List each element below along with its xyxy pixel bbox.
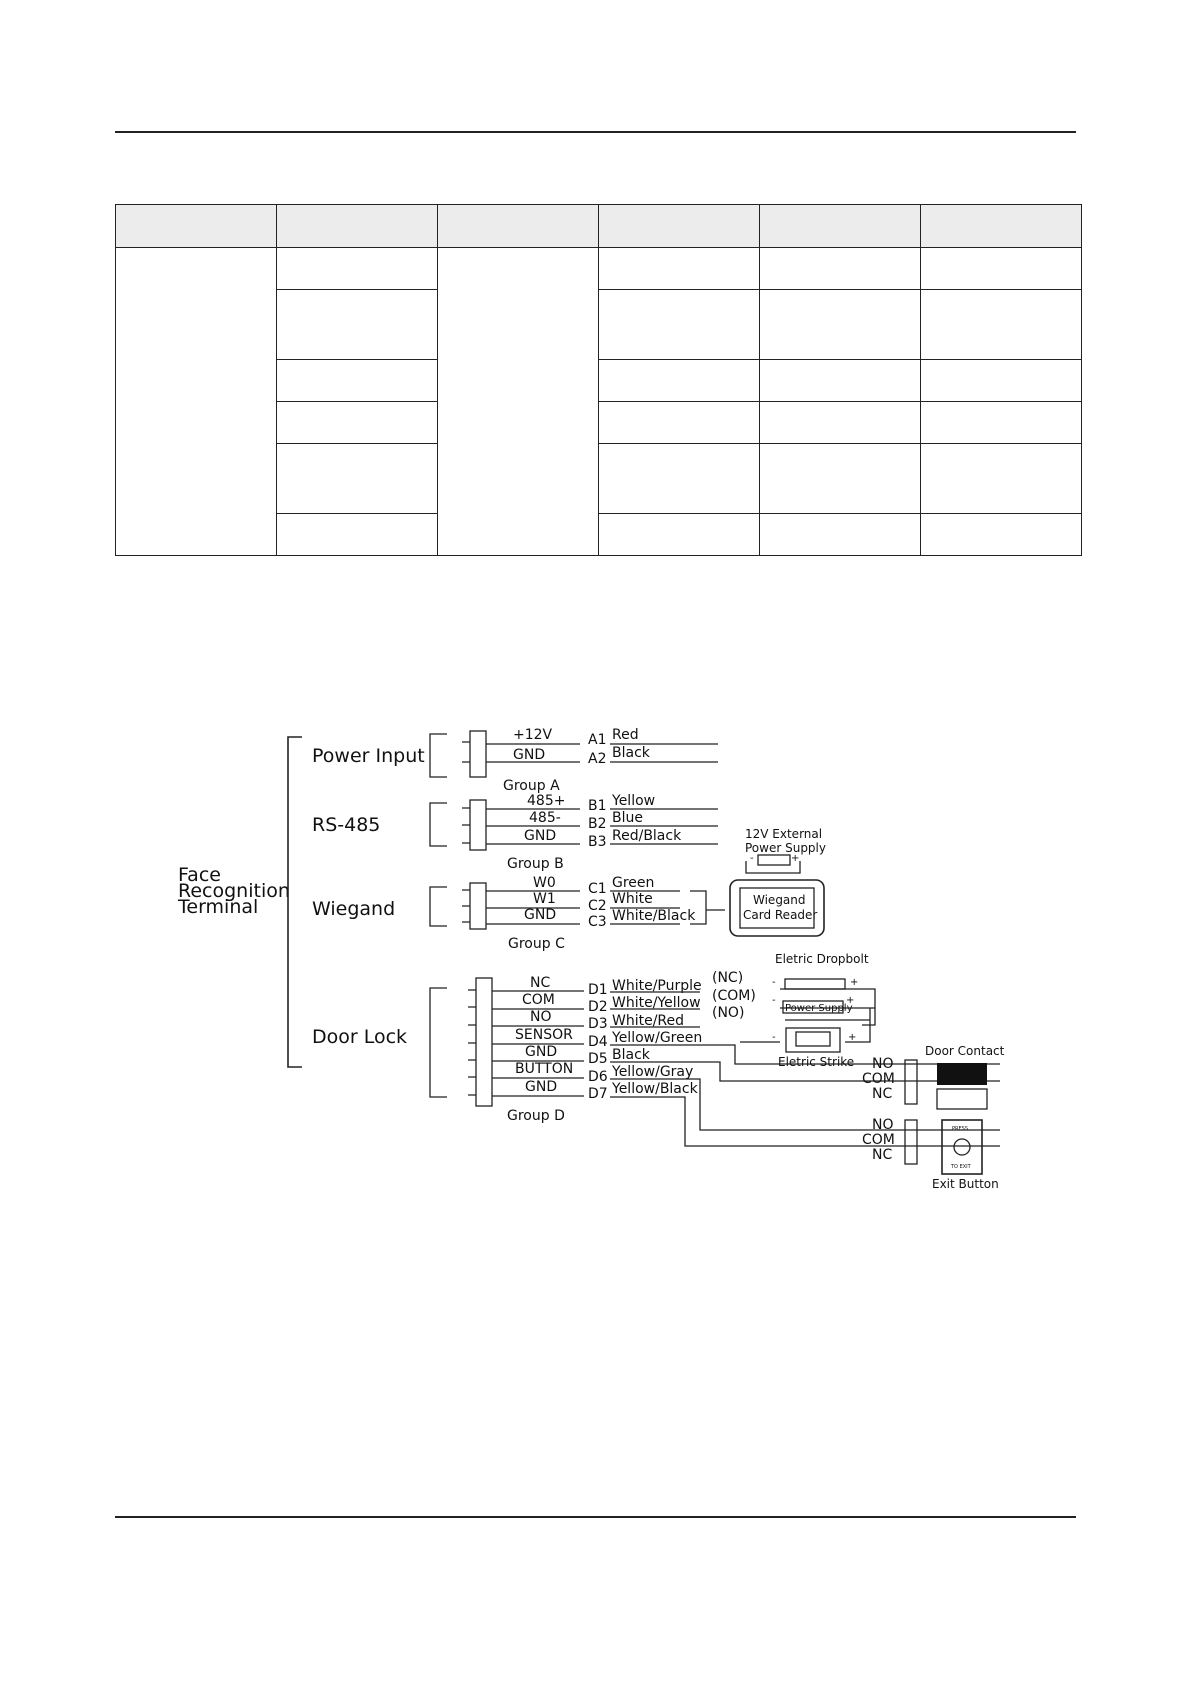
relay-pin-label: NO: [872, 1056, 894, 1072]
wire-code: D6: [588, 1069, 608, 1085]
exit-button-label: Exit Button: [932, 1177, 999, 1191]
table-cell: [277, 444, 438, 514]
group-bracket: [430, 803, 447, 846]
table-cell: [599, 514, 760, 556]
wire-code: B1: [588, 798, 607, 814]
wire-color: Black: [612, 1047, 650, 1063]
main-bracket: [288, 737, 302, 1067]
minus-sign: -: [772, 995, 776, 1006]
group-bracket: [430, 988, 447, 1097]
table-row: [116, 248, 1082, 290]
exit-button-face-text: PRESS: [952, 1126, 968, 1132]
table-header-row: [116, 205, 1082, 248]
wire-color: White/Purple: [612, 978, 702, 994]
plus-sign: +: [846, 995, 855, 1006]
table-header-cell: [599, 205, 760, 248]
reader-label: Wiegand: [753, 893, 806, 907]
wiring-diagram: [0, 700, 1181, 1220]
table-cell: [760, 402, 921, 444]
ext-power-box: [758, 855, 790, 865]
group-label: Group D: [507, 1108, 565, 1124]
strike-plate: [796, 1032, 830, 1046]
header-rule: [115, 131, 1076, 133]
wire-color: White: [612, 891, 653, 907]
table-cell: [760, 360, 921, 402]
wiegand-card-reader: [730, 880, 824, 936]
wire-code: D5: [588, 1051, 608, 1067]
pin-label: NO: [530, 1009, 552, 1025]
connector-block: [470, 731, 486, 777]
lock-tag-com: (COM): [712, 988, 756, 1004]
group-a: [430, 727, 718, 794]
spec-table: [115, 204, 1082, 556]
group-label: Group C: [508, 936, 565, 952]
group-bracket: [430, 734, 447, 777]
wire-color: Yellow: [612, 793, 656, 809]
terminal-label-line: Terminal: [178, 896, 259, 918]
wire-color: Yellow/Green: [612, 1030, 703, 1046]
table-cell: [599, 402, 760, 444]
interface-label-power: Power Input: [312, 745, 425, 767]
table-cell: [277, 360, 438, 402]
plus-sign: +: [848, 1032, 857, 1043]
table-header-cell: [760, 205, 921, 248]
table-cell: [116, 248, 277, 556]
pin-label: W1: [533, 891, 556, 907]
minus-sign: -: [772, 1032, 776, 1043]
footer-rule: [115, 1516, 1076, 1518]
pin-label: GND: [525, 1044, 558, 1060]
table-cell: [760, 290, 921, 360]
pin-label: SENSOR: [515, 1027, 573, 1043]
terminal-label-line: Recognition: [178, 880, 290, 902]
wire-code: D2: [588, 999, 608, 1015]
wire-color: Red: [612, 727, 639, 743]
table-cell: [760, 248, 921, 290]
ext-power-label: 12V External: [745, 827, 823, 841]
interface-label-rs485: RS-485: [312, 814, 381, 836]
wire-code: B2: [588, 816, 607, 832]
wire-color: Yellow/Black: [612, 1081, 698, 1097]
exit-button-knob: [954, 1139, 970, 1155]
group-bracket: [430, 887, 447, 926]
table-cell: [599, 360, 760, 402]
dropbolt-body: [785, 979, 845, 989]
table-cell: [760, 444, 921, 514]
wire-code: D1: [588, 982, 608, 998]
group-label: Group B: [507, 856, 564, 872]
power-supply-label: Power Supply: [785, 1003, 853, 1014]
connector-stubs: [468, 990, 476, 1095]
wire-code: B3: [588, 834, 607, 850]
exit-button-terminal: [905, 1120, 917, 1164]
wire-color: White/Black: [612, 908, 696, 924]
table-cell: [760, 514, 921, 556]
ext-power-label: Power Supply: [745, 841, 826, 855]
relay-pin-label: NC: [872, 1147, 893, 1163]
table-header-cell: [116, 205, 277, 248]
lock-tag-nc: (NC): [712, 970, 744, 986]
pin-label: GND: [525, 1079, 558, 1095]
pin-label: +12V: [513, 727, 553, 743]
door-contact-terminal: [905, 1060, 917, 1104]
table-header-cell: [438, 205, 599, 248]
table-header-cell: [921, 205, 1082, 248]
wire-color: Blue: [612, 810, 643, 826]
table-cell: [599, 248, 760, 290]
door-contact-sensor: [937, 1089, 987, 1109]
pin-label: BUTTON: [515, 1061, 574, 1077]
interface-label-wiegand: Wiegand: [312, 898, 396, 920]
pin-label: GND: [524, 828, 557, 844]
relay-pin-label: COM: [862, 1071, 895, 1087]
minus-sign: -: [772, 977, 776, 988]
group-c: [430, 875, 725, 952]
pin-label: 485-: [529, 810, 561, 826]
table-cell: [277, 514, 438, 556]
wire-color: Green: [612, 875, 655, 891]
strike-label: Eletric Strike: [778, 1055, 855, 1069]
table-cell: [921, 514, 1082, 556]
table-cell: [921, 248, 1082, 290]
table-cell: [438, 248, 599, 556]
table-cell: [921, 444, 1082, 514]
dropbolt-label: Eletric Dropbolt: [775, 952, 869, 966]
pin-label: COM: [522, 992, 555, 1008]
wire-code: D4: [588, 1034, 608, 1050]
table-cell: [277, 402, 438, 444]
plus-sign: +: [850, 977, 859, 988]
terminal-label-line: Face: [178, 864, 221, 886]
wire-color: White/Red: [612, 1013, 685, 1029]
wire-code: A2: [588, 751, 607, 767]
exit-button-face-text: TO EXIT: [951, 1164, 971, 1170]
plus-sign: +: [791, 853, 800, 864]
table-cell: [277, 248, 438, 290]
table-cell: [921, 402, 1082, 444]
wire-color: Black: [612, 745, 650, 761]
relay-pin-label: NC: [872, 1086, 893, 1102]
pin-label: 485+: [527, 793, 566, 809]
door-contact-magnet: [937, 1063, 987, 1085]
table-header-cell: [277, 205, 438, 248]
group-b: [430, 793, 718, 872]
minus-sign: -: [750, 853, 754, 864]
connector-block: [470, 800, 486, 850]
wire-code: C2: [588, 898, 607, 914]
table-cell: [921, 290, 1082, 360]
table-cell: [277, 290, 438, 360]
wire-code: A1: [588, 732, 607, 748]
wire-code: D3: [588, 1016, 608, 1032]
relay-pin-label: COM: [862, 1132, 895, 1148]
door-contact-label: Door Contact: [925, 1044, 1005, 1058]
table-cell: [599, 290, 760, 360]
reader-label: Card Reader: [743, 908, 818, 922]
wire-color: White/Yellow: [612, 995, 701, 1011]
interface-label-doorlock: Door Lock: [312, 1026, 408, 1048]
wire-code: C1: [588, 881, 607, 897]
pin-label: GND: [513, 747, 546, 763]
pin-label: W0: [533, 875, 556, 891]
wire-code: D7: [588, 1086, 608, 1102]
group-label: Group A: [503, 778, 560, 794]
wire-color: Yellow/Gray: [612, 1064, 694, 1080]
lock-tag-no: (NO): [712, 1005, 745, 1021]
pin-label: GND: [524, 907, 557, 923]
connector-block: [470, 883, 486, 929]
wire-code: C3: [588, 914, 607, 930]
pin-label: NC: [530, 975, 551, 991]
wire-color: Red/Black: [612, 828, 682, 844]
relay-pin-label: NO: [872, 1117, 894, 1133]
connector-block: [476, 978, 492, 1106]
table-cell: [921, 360, 1082, 402]
table-cell: [599, 444, 760, 514]
